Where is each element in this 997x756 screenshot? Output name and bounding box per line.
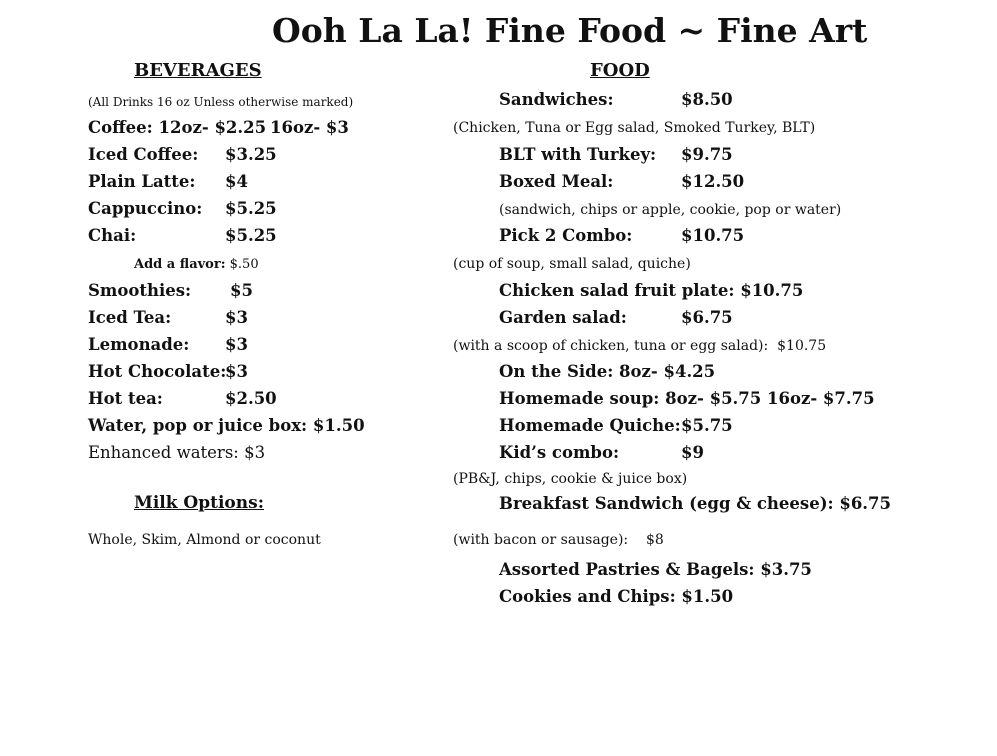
plain-latte-name: Plain Latte: xyxy=(88,172,196,191)
coffee-label: Coffee: 12oz- $2.25 xyxy=(88,118,267,137)
kids-combo-name: Kid’s combo: xyxy=(499,443,620,462)
add-flavor-label: Add a flavor: $.50 xyxy=(134,257,259,272)
lemonade-name: Lemonade: xyxy=(88,335,190,354)
lemonade-price: $3 xyxy=(225,335,248,354)
chai-name: Chai: xyxy=(88,226,137,245)
garden-salad-note: (with a scoop of chicken, tuna or egg salad): $10.75 xyxy=(453,338,827,354)
milk-options-list: Whole, Skim, Almond or coconut xyxy=(88,532,321,548)
pick2-note: (cup of soup, small salad, quiche) xyxy=(453,256,691,272)
water-pop-juice: Water, pop or juice box: $1.50 xyxy=(88,416,365,435)
sandwiches-note: (Chicken, Tuna or Egg salad, Smoked Turkey, BLT) xyxy=(453,120,816,136)
chicken-salad-plate: Chicken salad fruit plate: $10.75 xyxy=(499,281,804,300)
pick2-name: Pick 2 Combo: xyxy=(499,226,633,245)
hot-tea-name: Hot tea: xyxy=(88,389,163,408)
sandwiches-name: Sandwiches: xyxy=(499,90,614,109)
pick2-price: $10.75 xyxy=(681,226,745,245)
homemade-soup: Homemade soup: 8oz- $5.75 16oz- $7.75 xyxy=(499,389,875,408)
breakfast-sandwich: Breakfast Sandwich (egg & cheese): $6.75 xyxy=(499,494,892,513)
iced-coffee-price: $3.25 xyxy=(225,145,277,164)
cookies-chips: Cookies and Chips: $1.50 xyxy=(499,587,734,606)
on-the-side: On the Side: 8oz- $4.25 xyxy=(499,362,716,381)
coffee-16oz-price: 16oz- $3 xyxy=(270,118,349,137)
chai-price: $5.25 xyxy=(225,226,277,245)
blt-price: $9.75 xyxy=(681,145,733,164)
smoothies-price: $5 xyxy=(230,281,253,300)
boxed-meal-name: Boxed Meal: xyxy=(499,172,614,191)
iced-tea-name: Iced Tea: xyxy=(88,308,172,327)
hot-chocolate-name: Hot Chocolate: xyxy=(88,362,227,381)
kids-combo-price: $9 xyxy=(681,443,704,462)
bacon-note: (with bacon or sausage): $8 xyxy=(453,532,664,548)
boxed-meal-note: (sandwich, chips or apple, cookie, pop or water) xyxy=(499,202,842,218)
cappuccino-price: $5.25 xyxy=(225,199,277,218)
boxed-meal-price: $12.50 xyxy=(681,172,745,191)
pastries-bagels: Assorted Pastries & Bagels: $3.75 xyxy=(499,560,812,579)
smoothies-name: Smoothies: xyxy=(88,281,192,300)
garden-salad-name: Garden salad: xyxy=(499,308,627,327)
food-heading: FOOD xyxy=(590,60,650,81)
beverages-heading: BEVERAGES xyxy=(134,60,262,81)
sandwiches-price: $8.50 xyxy=(681,90,733,109)
iced-tea-price: $3 xyxy=(225,308,248,327)
quiche-price: $5.75 xyxy=(681,416,733,435)
blt-name: BLT with Turkey: xyxy=(499,145,657,164)
iced-coffee-name: Iced Coffee: xyxy=(88,145,199,164)
page-title: Ooh La La! Fine Food ~ Fine Art xyxy=(272,11,868,50)
plain-latte-price: $4 xyxy=(225,172,248,191)
hot-tea-price: $2.50 xyxy=(225,389,277,408)
enhanced-waters: Enhanced waters: $3 xyxy=(88,443,266,462)
garden-salad-price: $6.75 xyxy=(681,308,733,327)
hot-chocolate-price: $3 xyxy=(225,362,248,381)
cappuccino-name: Cappuccino: xyxy=(88,199,203,218)
kids-combo-note: (PB&J, chips, cookie & juice box) xyxy=(453,471,688,487)
quiche-name: Homemade Quiche: xyxy=(499,416,681,435)
milk-options-heading: Milk Options: xyxy=(134,493,264,513)
beverages-note: (All Drinks 16 oz Unless otherwise marked) xyxy=(88,95,354,109)
